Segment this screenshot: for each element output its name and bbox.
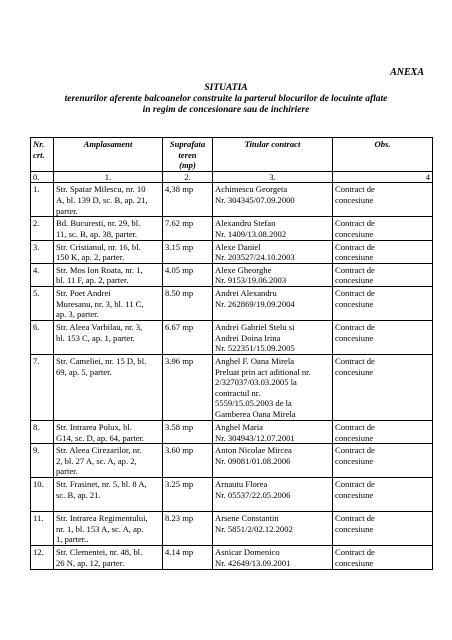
cell-amplasament-line: Str. Frasinet, nr. 5, bl. 8 A, — [56, 479, 147, 490]
cell-amplasament — [54, 286, 163, 320]
cell-suprafata: 4.05 mp — [163, 263, 213, 286]
cell-titular-line: Alexe Daniel — [215, 241, 261, 252]
cell-obs — [333, 420, 433, 443]
cell-obs — [333, 546, 433, 570]
cell-amplasament-line: 150 K, ap. 2, parter. — [56, 252, 125, 263]
cell-titular-line: Anghel Maria — [215, 421, 263, 432]
cell-obs-line: Contract de — [335, 445, 375, 456]
cell-obs — [333, 240, 433, 263]
header-suprafata-line: Suprafata — [169, 139, 206, 149]
cell-suprafata: 3.58 mp — [163, 420, 213, 443]
cell-amplasament — [54, 444, 163, 478]
cell-amplasament-line: Str. Cameliei, nr. 15 D, bl. — [56, 355, 147, 366]
cell-nr: 10. — [31, 478, 54, 512]
cell-amplasament-line: Str. Aleea Varbilau, nr. 3, — [56, 321, 143, 332]
cell-obs-line: Contract de — [335, 479, 375, 490]
cell-titular-line: Andrei Gabriel Stelu si — [215, 321, 295, 332]
cell-titular-line: Asnicar Domenico — [215, 547, 280, 558]
column-number: 4 — [333, 171, 433, 183]
cell-amplasament — [54, 263, 163, 286]
cell-amplasament — [54, 240, 163, 263]
cell-obs-line: Contract de — [335, 355, 375, 366]
cell-suprafata: 7.62 mp — [163, 217, 213, 240]
cell-nr: 1. — [31, 183, 54, 217]
cell-amplasament-line: parter. — [56, 205, 78, 216]
cell-amplasament-line: nr. 1, bl. 153 A, sc. A, ap. — [56, 523, 144, 534]
cell-amplasament-line: Str. Cristianul, nr. 16, bl. — [56, 241, 141, 252]
document-heading — [30, 83, 422, 116]
cell-obs-line: Contract de — [335, 241, 375, 252]
cell-amplasament-line: 26 N, ap. 12, parter. — [56, 557, 125, 568]
cell-titular-line: Arnautu Florea — [215, 479, 268, 490]
cell-suprafata: 3.15 mp — [163, 240, 213, 263]
cell-suprafata: 3.60 mp — [163, 444, 213, 478]
table-body — [31, 183, 433, 570]
cell-obs — [333, 263, 433, 286]
cell-amplasament-line: Str. Clementei, nr. 48, bl. — [56, 547, 143, 558]
cell-nr: 12. — [31, 546, 54, 570]
cell-obs-line: Contract de — [335, 513, 375, 524]
cell-titular-line: Nr. 522351/15.09.2005 — [215, 343, 295, 354]
cell-obs-line: Contract de — [335, 184, 375, 195]
header-nr-crt — [31, 138, 54, 172]
column-number: 2. — [163, 171, 213, 183]
concession-table — [30, 137, 433, 570]
cell-obs-line: Contract de — [335, 547, 375, 558]
table-row — [31, 240, 433, 263]
cell-amplasament-line: Str. Intrarea Regimentului, — [56, 513, 148, 524]
cell-obs — [333, 217, 433, 240]
cell-titular — [213, 183, 333, 217]
cell-titular-line: 5559/15.05.2003 de la — [215, 398, 292, 409]
cell-suprafata: 8.50 mp — [163, 286, 213, 320]
table-row — [31, 263, 433, 286]
cell-suprafata: 3.25 mp — [163, 478, 213, 512]
cell-titular-line: Nr. 5851/2/02.12.2002 — [215, 523, 293, 534]
cell-amplasament — [54, 217, 163, 240]
cell-obs-line: concesiune — [335, 298, 374, 309]
cell-titular — [213, 444, 333, 478]
cell-obs-line: concesiune — [335, 366, 374, 377]
cell-titular-line: contractul nr. — [215, 387, 261, 398]
cell-obs — [333, 320, 433, 354]
column-number: 0. — [31, 171, 54, 183]
cell-titular — [213, 420, 333, 443]
cell-obs-line: concesiune — [335, 432, 374, 443]
document-title: SITUATIA — [204, 83, 248, 93]
table-row — [31, 183, 433, 217]
cell-titular — [213, 478, 333, 512]
cell-titular — [213, 240, 333, 263]
cell-titular — [213, 286, 333, 320]
cell-obs-line: concesiune — [335, 489, 374, 500]
cell-nr: 4. — [31, 263, 54, 286]
table-row — [31, 286, 433, 320]
cell-titular — [213, 263, 333, 286]
cell-titular-line: Nr. 05537/22.05.2006 — [215, 489, 291, 500]
table-row — [31, 320, 433, 354]
cell-amplasament-line: 11, sc. B, ap. 38, parter. — [56, 228, 138, 239]
cell-amplasament-line: bl. 11 F, ap. 2, parter. — [56, 275, 129, 286]
cell-obs — [333, 478, 433, 512]
cell-amplasament-line: bl. 153 C, ap. 1, parter. — [56, 332, 135, 343]
cell-amplasament-line: Str. Mos Ion Roata, nr. 1, — [56, 264, 143, 275]
cell-titular-line: 2/327037/03.03.2005 la — [215, 377, 297, 388]
cell-suprafata: 8.23 mp — [163, 512, 213, 546]
header-crt-line: crt. — [33, 149, 45, 160]
table-row — [31, 217, 433, 240]
cell-titular-line: Achimescu Georgeta — [215, 184, 288, 195]
cell-obs — [333, 512, 433, 546]
cell-amplasament — [54, 546, 163, 570]
cell-titular — [213, 546, 333, 570]
cell-obs-line: Contract de — [335, 287, 375, 298]
cell-suprafata: 4,38 mp — [163, 183, 213, 217]
cell-titular-line: Nr. 1409/13.08.2002 — [215, 228, 287, 239]
header-teren-line: teren — [178, 149, 197, 160]
cell-nr: 3. — [31, 240, 54, 263]
cell-nr: 6. — [31, 320, 54, 354]
annex-label: ANEXA — [390, 67, 424, 78]
cell-amplasament-line: sc. B, ap. 21. — [56, 489, 101, 500]
cell-nr: 8. — [31, 420, 54, 443]
cell-titular-line: Nr. 9153/19.06.2003 — [215, 275, 287, 286]
cell-obs-line: concesiune — [335, 557, 374, 568]
header-suprafata — [163, 138, 213, 172]
cell-obs-line: concesiune — [335, 252, 374, 263]
cell-amplasament-line: Str. Spatar Milescu, nr. 10 — [56, 184, 146, 195]
cell-nr: 5. — [31, 286, 54, 320]
column-number: 1. — [54, 171, 163, 183]
table-row — [31, 354, 433, 420]
cell-amplasament — [54, 512, 163, 546]
cell-amplasament — [54, 420, 163, 443]
cell-titular-line: Anton Nicolae Mircea — [215, 445, 292, 456]
cell-titular-line: Nr. 42649/13.09.2001 — [215, 557, 291, 568]
cell-titular-line: Preluat prin act aditional nr. — [215, 366, 311, 377]
cell-obs — [333, 354, 433, 420]
cell-amplasament — [54, 320, 163, 354]
cell-amplasament-line: G14, sc. D, ap. 64, parter. — [56, 432, 145, 443]
cell-obs-line: Contract de — [335, 218, 375, 229]
cell-amplasament-line: Bd. Bucuresti, nr. 29, bl. — [56, 218, 141, 229]
cell-obs-line: Contract de — [335, 264, 375, 275]
header-titular: Titular contract — [213, 138, 333, 172]
cell-amplasament-line: Str. Poet Andrei — [56, 287, 111, 298]
cell-amplasament-line: Muresanu, nr. 3, bl. 11 C, — [56, 298, 144, 309]
table-row — [31, 478, 433, 512]
cell-titular-line: Nr. 203527/24.10.2003 — [215, 252, 295, 263]
cell-suprafata: 6.67 mp — [163, 320, 213, 354]
cell-amplasament-line: parter. — [56, 466, 78, 477]
cell-obs-line: concesiune — [335, 275, 374, 286]
cell-titular-line: Nr. 262869/19.09.2004 — [215, 298, 295, 309]
table-header-row — [31, 138, 433, 172]
cell-titular-line: Alexe Gheorghe — [215, 264, 272, 275]
document-subtitle-line-2: in regim de concesionare sau de inchiriere — [142, 105, 310, 115]
cell-obs-line: Contract de — [335, 421, 375, 432]
cell-titular-line: Arsene Constantin — [215, 513, 279, 524]
column-number-row — [31, 171, 433, 183]
cell-amplasament-line: 2, bl. 27 A, sc. A, ap. 2, — [56, 455, 137, 466]
cell-titular — [213, 354, 333, 420]
cell-amplasament — [54, 183, 163, 217]
header-mp-line: (mp) — [179, 160, 196, 171]
cell-titular-line: Nr. 304943/12.07.2001 — [215, 432, 295, 443]
cell-titular-line: Andrei Alexandru — [215, 287, 277, 298]
cell-titular-line: Andrei Doina Irina — [215, 332, 281, 343]
cell-obs-line: concesiune — [335, 455, 374, 466]
cell-amplasament-line: 1, parter.. — [56, 534, 89, 545]
table-row — [31, 444, 433, 478]
cell-titular — [213, 320, 333, 354]
cell-nr: 9. — [31, 444, 54, 478]
cell-obs-line: Contract de — [335, 321, 375, 332]
cell-amplasament — [54, 478, 163, 512]
header-amplasament: Amplasament — [54, 138, 163, 172]
cell-amplasament-line: A, bl. 139 D, sc. B, ap. 21, — [56, 194, 148, 205]
cell-titular-line: Anghel F. Oana Mirela — [215, 355, 295, 366]
column-number: 3. — [213, 171, 333, 183]
table-row — [31, 420, 433, 443]
cell-suprafata: 3.96 mp — [163, 354, 213, 420]
cell-obs — [333, 286, 433, 320]
cell-obs — [333, 444, 433, 478]
cell-titular-line: Nr. 304345/07.09.2000 — [215, 194, 295, 205]
header-nr-line: Nr. — [33, 139, 45, 149]
cell-suprafata: 4.14 mp — [163, 546, 213, 570]
table-row — [31, 546, 433, 570]
cell-obs-line: concesiune — [335, 523, 374, 534]
cell-amplasament-line: Str. Aleea Cirezarilor, nr. — [56, 445, 142, 456]
header-obs: Obs. — [333, 138, 433, 172]
cell-titular-line: Gamberea Oana Mirela — [215, 408, 296, 419]
cell-obs-line: concesiune — [335, 332, 374, 343]
document-subtitle-line-1: terenurilor aferente balcoanelor construite la parterul blocurilor de locuinte aflate — [64, 94, 388, 104]
cell-amplasament — [54, 354, 163, 420]
cell-titular-line: Alexandru Stefan — [215, 218, 276, 229]
cell-amplasament-line: 69, ap. 5, parter. — [56, 366, 112, 377]
cell-nr: 2. — [31, 217, 54, 240]
cell-titular — [213, 217, 333, 240]
cell-obs-line: concesiune — [335, 194, 374, 205]
cell-obs — [333, 183, 433, 217]
cell-amplasament-line: ap. 3, parter. — [56, 309, 99, 320]
cell-obs-line: concesiune — [335, 228, 374, 239]
cell-nr: 7. — [31, 354, 54, 420]
cell-titular — [213, 512, 333, 546]
cell-amplasament-line: Str. Intrarea Polux, bl. — [56, 421, 132, 432]
cell-nr: 11. — [31, 512, 54, 546]
cell-titular-line: Nr. 09081/01.08.2006 — [215, 455, 291, 466]
table-row — [31, 512, 433, 546]
